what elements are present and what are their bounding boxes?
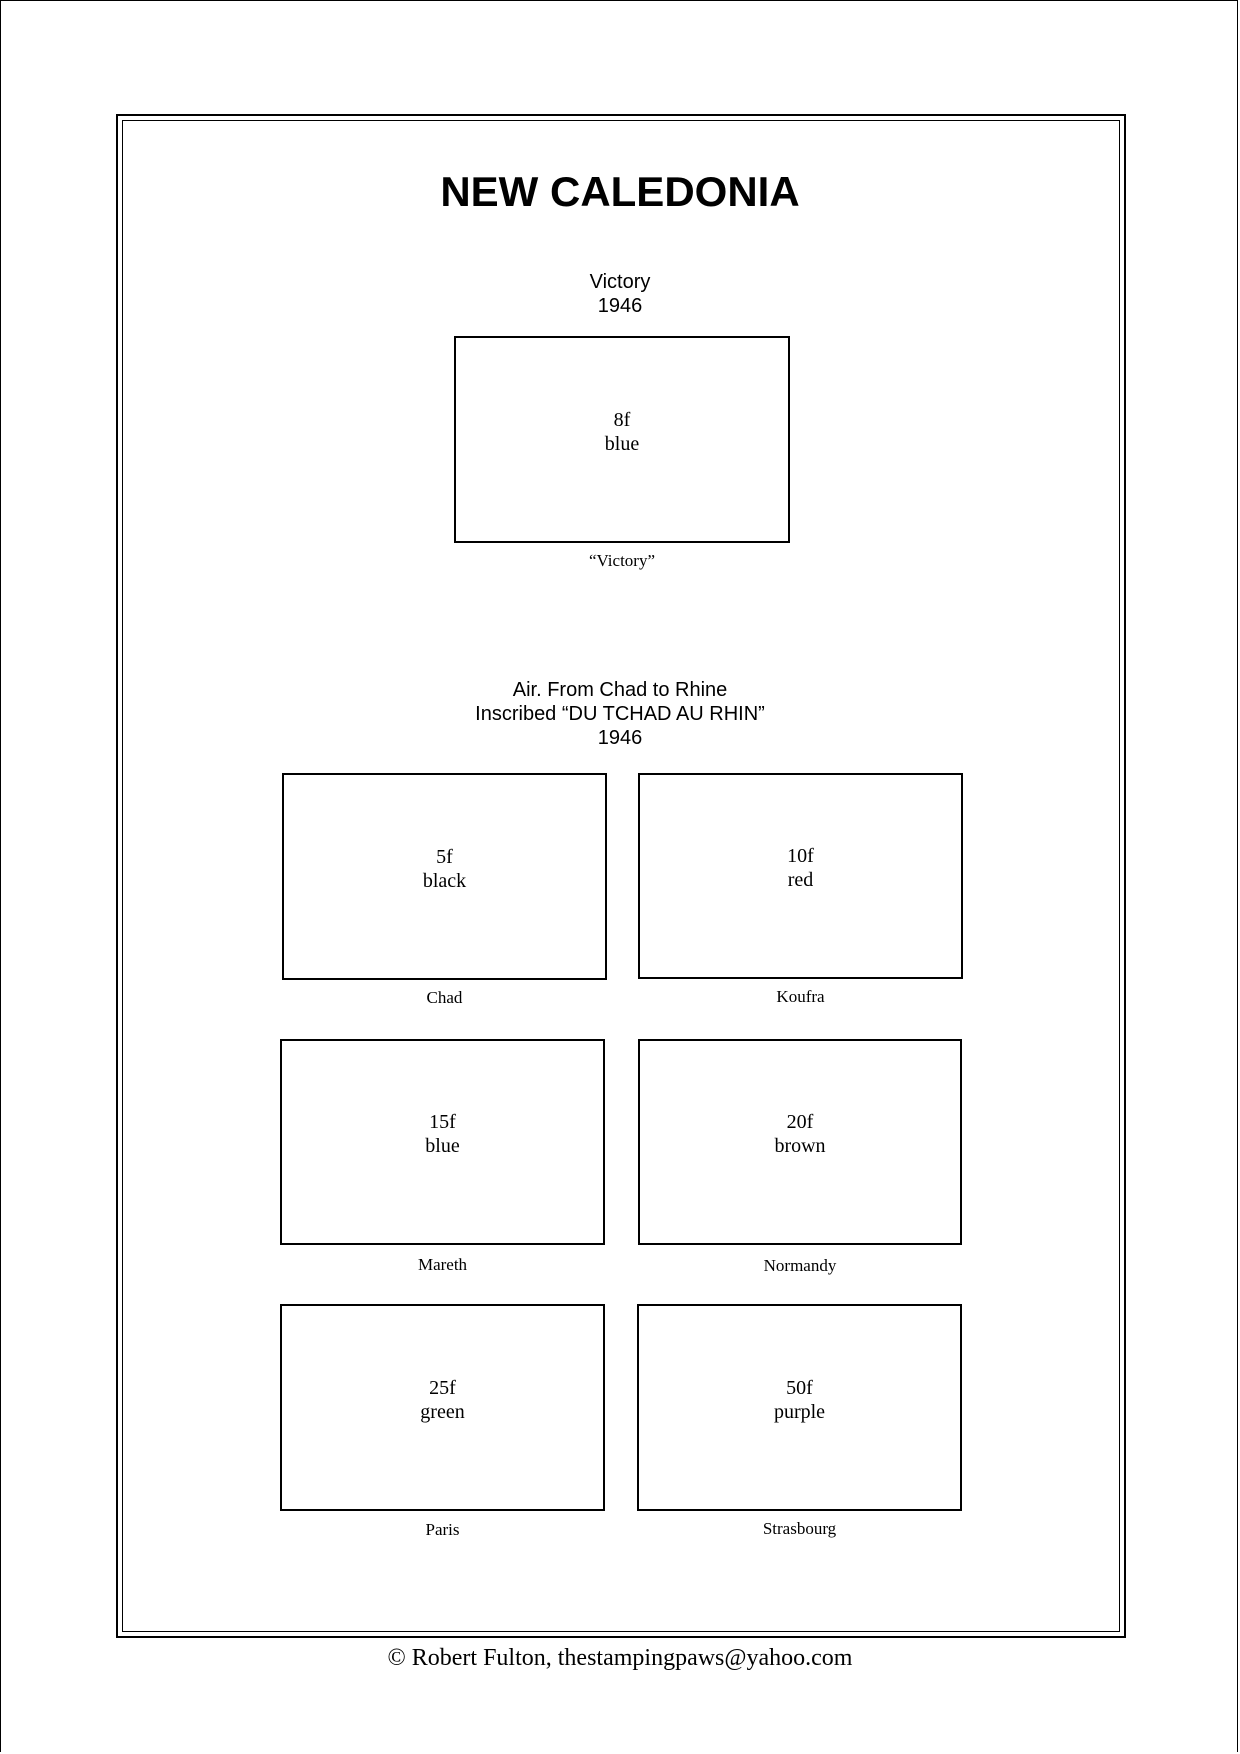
stamp-color: purple xyxy=(773,1400,826,1423)
victory-heading-title: Victory xyxy=(589,271,651,293)
copyright-footer: © Robert Fulton, thestampingpaws@yahoo.com xyxy=(387,1645,853,1671)
victory-heading xyxy=(0,270,1240,318)
stamp-box-strasbourg xyxy=(637,1304,962,1511)
stamp-value: 15f xyxy=(429,1111,456,1133)
stamp-caption-strasbourg: Strasbourg xyxy=(762,1519,837,1538)
stamp-caption-normandy: Normandy xyxy=(763,1256,837,1275)
stamp-caption-paris: Paris xyxy=(425,1520,460,1539)
stamp-caption-mareth: Mareth xyxy=(417,1255,468,1274)
stamp-box-normandy xyxy=(638,1039,962,1245)
stamp-color: brown xyxy=(774,1135,826,1157)
stamp-color: green xyxy=(420,1400,465,1423)
stamp-box-paris xyxy=(280,1304,605,1511)
stamp-value: 25f xyxy=(429,1376,456,1399)
air-heading-year: 1946 xyxy=(597,727,643,749)
stamp-color: blue xyxy=(604,432,640,455)
page-title: NEW CALEDONIA xyxy=(440,168,800,215)
stamp-color: red xyxy=(787,869,814,891)
victory-heading-year: 1946 xyxy=(597,295,643,317)
stamp-box-koufra xyxy=(638,773,963,979)
stamp-box-victory xyxy=(454,336,790,543)
stamp-caption-koufra: Koufra xyxy=(776,987,825,1006)
stamp-color: blue xyxy=(425,1135,460,1157)
stamp-color: black xyxy=(422,869,467,892)
stamp-caption-victory: “Victory” xyxy=(589,551,655,570)
stamp-value: 5f xyxy=(436,845,453,868)
air-heading-inscription: Inscribed “DU TCHAD AU RHIN” xyxy=(475,703,765,725)
stamp-box-mareth xyxy=(280,1039,605,1245)
stamp-value: 50f xyxy=(786,1376,813,1399)
stamp-caption-chad: Chad xyxy=(426,988,463,1007)
air-heading-title: Air. From Chad to Rhine xyxy=(512,679,728,701)
stamp-value: 8f xyxy=(613,408,631,431)
stamp-box-chad xyxy=(282,773,607,980)
stamp-value: 10f xyxy=(787,845,814,867)
stamp-value: 20f xyxy=(786,1111,814,1133)
air-heading xyxy=(0,678,1240,750)
